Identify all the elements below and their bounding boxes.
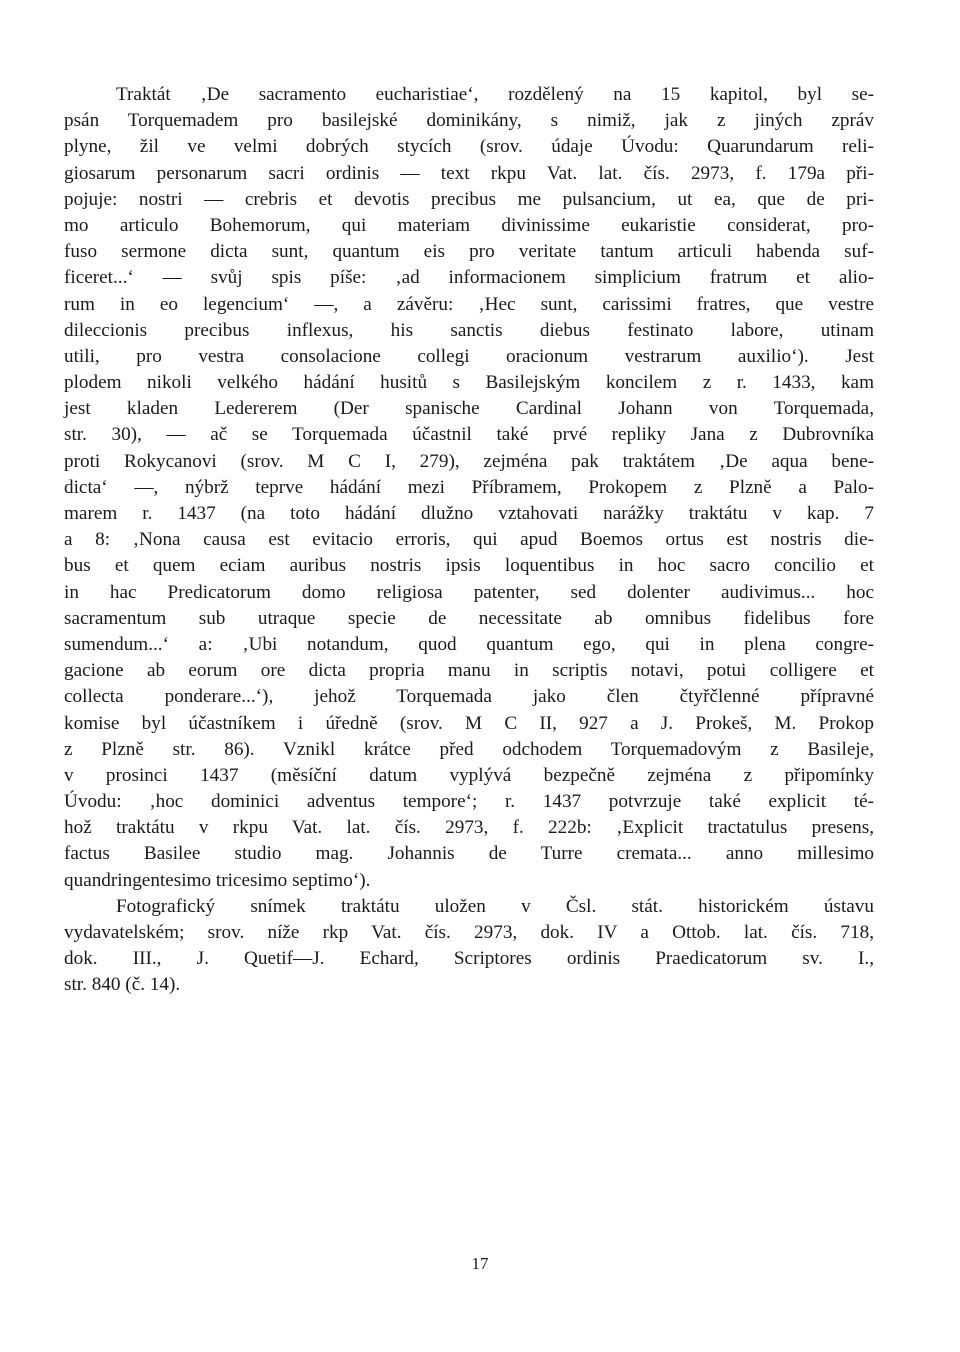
text-line: v prosinci 1437 (měsíční datum vyplývá bezpečně zejména z připomínky — [64, 764, 874, 786]
text-line: ficeret...‘ — svůj spis píše: ‚ad informacionem simplicium fratrum et alio- — [64, 267, 874, 289]
text-line: dok. III., J. Quetif—J. Echard, Scriptores ordinis Praedicatorum sv. I., — [64, 948, 874, 970]
text-line: pojuje: nostri — crebris et devotis precibus me pulsancium, ut ea, que de pri- — [64, 188, 874, 210]
paragraph — [64, 82, 874, 894]
text-line: plyne, žil ve velmi dobrých stycích (srov. údaje Úvodu: Quarundarum reli- — [64, 136, 874, 158]
text-line: utili, pro vestra consolacione collegi oracionum vestrarum auxilio‘). Jest — [64, 345, 874, 367]
text-line: a 8: ‚Nona causa est evitacio erroris, qui apud Boemos ortus est nostris die- — [64, 529, 874, 551]
text-line: quandringentesimo tricesimo septimo‘). — [64, 869, 371, 891]
body-text — [64, 82, 874, 999]
text-line: collecta ponderare...‘), jehož Torquemada jako člen čtyřčlenné přípravné — [64, 686, 874, 708]
text-line: plodem nikoli velkého hádání husitů s Basilejským koncilem z r. 1433, kam — [64, 372, 874, 394]
text-line: komise byl účastníkem i úředně (srov. M C II, 927 a J. Prokeš, M. Prokop — [64, 712, 874, 734]
text-line: jest kladen Ledererem (Der spanische Cardinal Johann von Torquemada, — [64, 398, 874, 420]
text-line: fuso sermone dicta sunt, quantum eis pro veritate tantum articuli habenda suf- — [64, 241, 874, 263]
text-line: sacramentum sub utraque specie de necessitate ab omnibus fidelibus fore — [64, 607, 874, 629]
text-line: psán Torquemadem pro basilejské dominikány, s nimiž, jak z jiných zpráv — [64, 110, 874, 132]
text-line: factus Basilee studio mag. Johannis de Turre cremata... anno millesimo — [64, 843, 874, 865]
text-line: str. 840 (č. 14). — [64, 974, 181, 996]
text-line: str. 30), — ač se Torquemada účastnil také prvé repliky Jana z Dubrovníka — [64, 424, 874, 446]
text-line: Úvodu: ‚hoc dominici adventus tempore‘; r. 1437 potvrzuje také explicit té- — [64, 791, 874, 813]
text-line: vydavatelském; srov. níže rkp Vat. čís. 2973, dok. IV a Ottob. lat. čís. 718, — [64, 922, 874, 943]
page-number: 17 — [471, 1254, 489, 1273]
text-line: marem r. 1437 (na toto hádání dlužno vztahovati narážky traktátu v kap. 7 — [64, 503, 874, 524]
paragraph — [64, 894, 874, 999]
text-line: gacione ab eorum ore dicta propria manu in scriptis notavi, potui colligere et — [64, 660, 874, 682]
text-line: z Plzně str. 86). Vznikl krátce před odchodem Torquemadovým z Basileje, — [64, 738, 874, 760]
text-line: giosarum personarum sacri ordinis — text rkpu Vat. lat. čís. 2973, f. 179a při- — [64, 162, 874, 184]
text-line: rum in eo legencium‘ —, a závěru: ‚Hec sunt, carissimi fratres, que vestre — [64, 293, 874, 315]
text-line: sumendum...‘ a: ‚Ubi notandum, quod quantum ego, qui in plena congre- — [64, 633, 874, 655]
text-line: proti Rokycanovi (srov. M C I, 279), zejména pak traktátem ‚De aqua bene- — [64, 450, 874, 472]
text-line: bus et quem eciam auribus nostris ipsis loquentibus in hoc sacro concilio et — [64, 555, 874, 577]
text-line: hož traktátu v rkpu Vat. lat. čís. 2973, f. 222b: ‚Explicit tractatulus presens, — [64, 817, 874, 839]
text-line: Traktát ‚De sacramento eucharistiae‘, rozdělený na 15 kapitol, byl se- — [116, 84, 874, 105]
text-line: dileccionis precibus inflexus, his sanctis diebus festinato labore, utinam — [64, 319, 874, 341]
text-line: in hac Predicatorum domo religiosa patenter, sed dolenter audivimus... hoc — [64, 581, 874, 603]
text-line: dicta‘ —, nýbrž teprve hádání mezi Příbramem, Prokopem z Plzně a Palo- — [64, 476, 874, 498]
text-line: Fotografický snímek traktátu uložen v Čsl. stát. historickém ústavu — [116, 895, 874, 917]
text-line: mo articulo Bohemorum, qui materiam divinissime eukaristie considerat, pro- — [64, 214, 874, 236]
